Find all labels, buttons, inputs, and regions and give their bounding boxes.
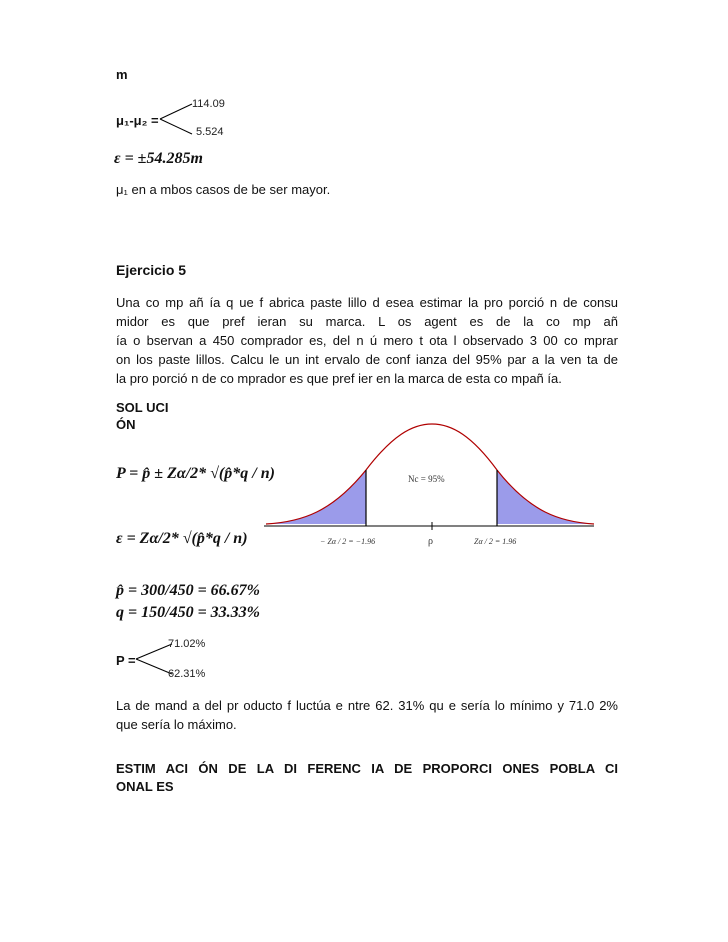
mu-conclusion: μ₁ en a mbos casos de be ser mayor.	[116, 182, 331, 197]
mu-upper-value: 114.09	[192, 98, 225, 110]
epsilon-formula: ε = Zα/2* √(p̂*q / n)	[116, 530, 248, 547]
fragment-letter: m	[116, 67, 128, 82]
exercise-paragraph	[116, 293, 618, 388]
section-heading	[116, 760, 618, 796]
left-tail-region	[266, 470, 366, 524]
exercise-title: Ejercicio 5	[116, 262, 187, 278]
exercise-line: la pro porció n de co mprador es que pref ier en la marca de esta co mpañ ía.	[116, 371, 562, 386]
p-result-label: P =	[116, 653, 136, 668]
exercise-line: midor es que pref ieran su marca. L os agent es de la co mp añ	[116, 314, 618, 329]
exercise-line: ía o bservan a 450 comprador es, del n ú mero t ota l observado 3 00 co mprar	[116, 333, 618, 348]
center-label: ρ	[428, 536, 433, 547]
exercise-line: on los paste lillos. Calcu le un int ervalo de conf ianza del 95% par a la ven ta de	[116, 352, 618, 367]
section-heading-line: ONAL ES	[116, 779, 174, 794]
proportion-interval-formula: P = p̂ ± Zα/2* √(p̂*q / n)	[116, 465, 275, 482]
confidence-label: Nc = 95%	[408, 474, 445, 484]
p-result-block	[116, 638, 266, 682]
right-critical-label: Zα / 2 = 1.96	[474, 537, 517, 546]
mu-difference-label: μ₁-μ₂ =	[116, 113, 159, 128]
left-critical-label: − Zα / 2 = −1.96	[320, 537, 376, 546]
demand-line: La de mand a del pr oducto f luctúa e ntre 62. 31% qu e sería lo mínimo y 71.0 2%	[116, 698, 618, 713]
q-formula: q = 150/450 = 33.33%	[116, 604, 261, 621]
normal-curve-figure	[262, 418, 596, 554]
exercise-line: Una co mp añ ía q ue f abrica paste lillo d esea estimar la pro porció n de consu	[116, 295, 618, 310]
solution-heading-part1: SOL UCI	[116, 400, 169, 415]
epsilon-result: ε = ±54.285m	[114, 150, 203, 167]
section-heading-line: ESTIM ACI ÓN DE LA DI FERENC IA DE PROPORCI ONES POBLA CI	[116, 761, 618, 776]
demand-line: que sería lo máximo.	[116, 717, 237, 732]
bracket-lines	[158, 102, 194, 136]
p-hat-formula: p̂ = 300/450 = 66.67%	[116, 582, 261, 599]
p-lower-value: 62.31%	[168, 668, 206, 680]
p-upper-value: 71.02%	[168, 638, 206, 650]
demand-paragraph	[116, 696, 618, 734]
right-tail-region	[497, 470, 594, 524]
solution-heading-part2: ÓN	[116, 417, 136, 432]
mu-difference-block	[116, 98, 266, 142]
mu-lower-value: 5.524	[196, 126, 224, 138]
